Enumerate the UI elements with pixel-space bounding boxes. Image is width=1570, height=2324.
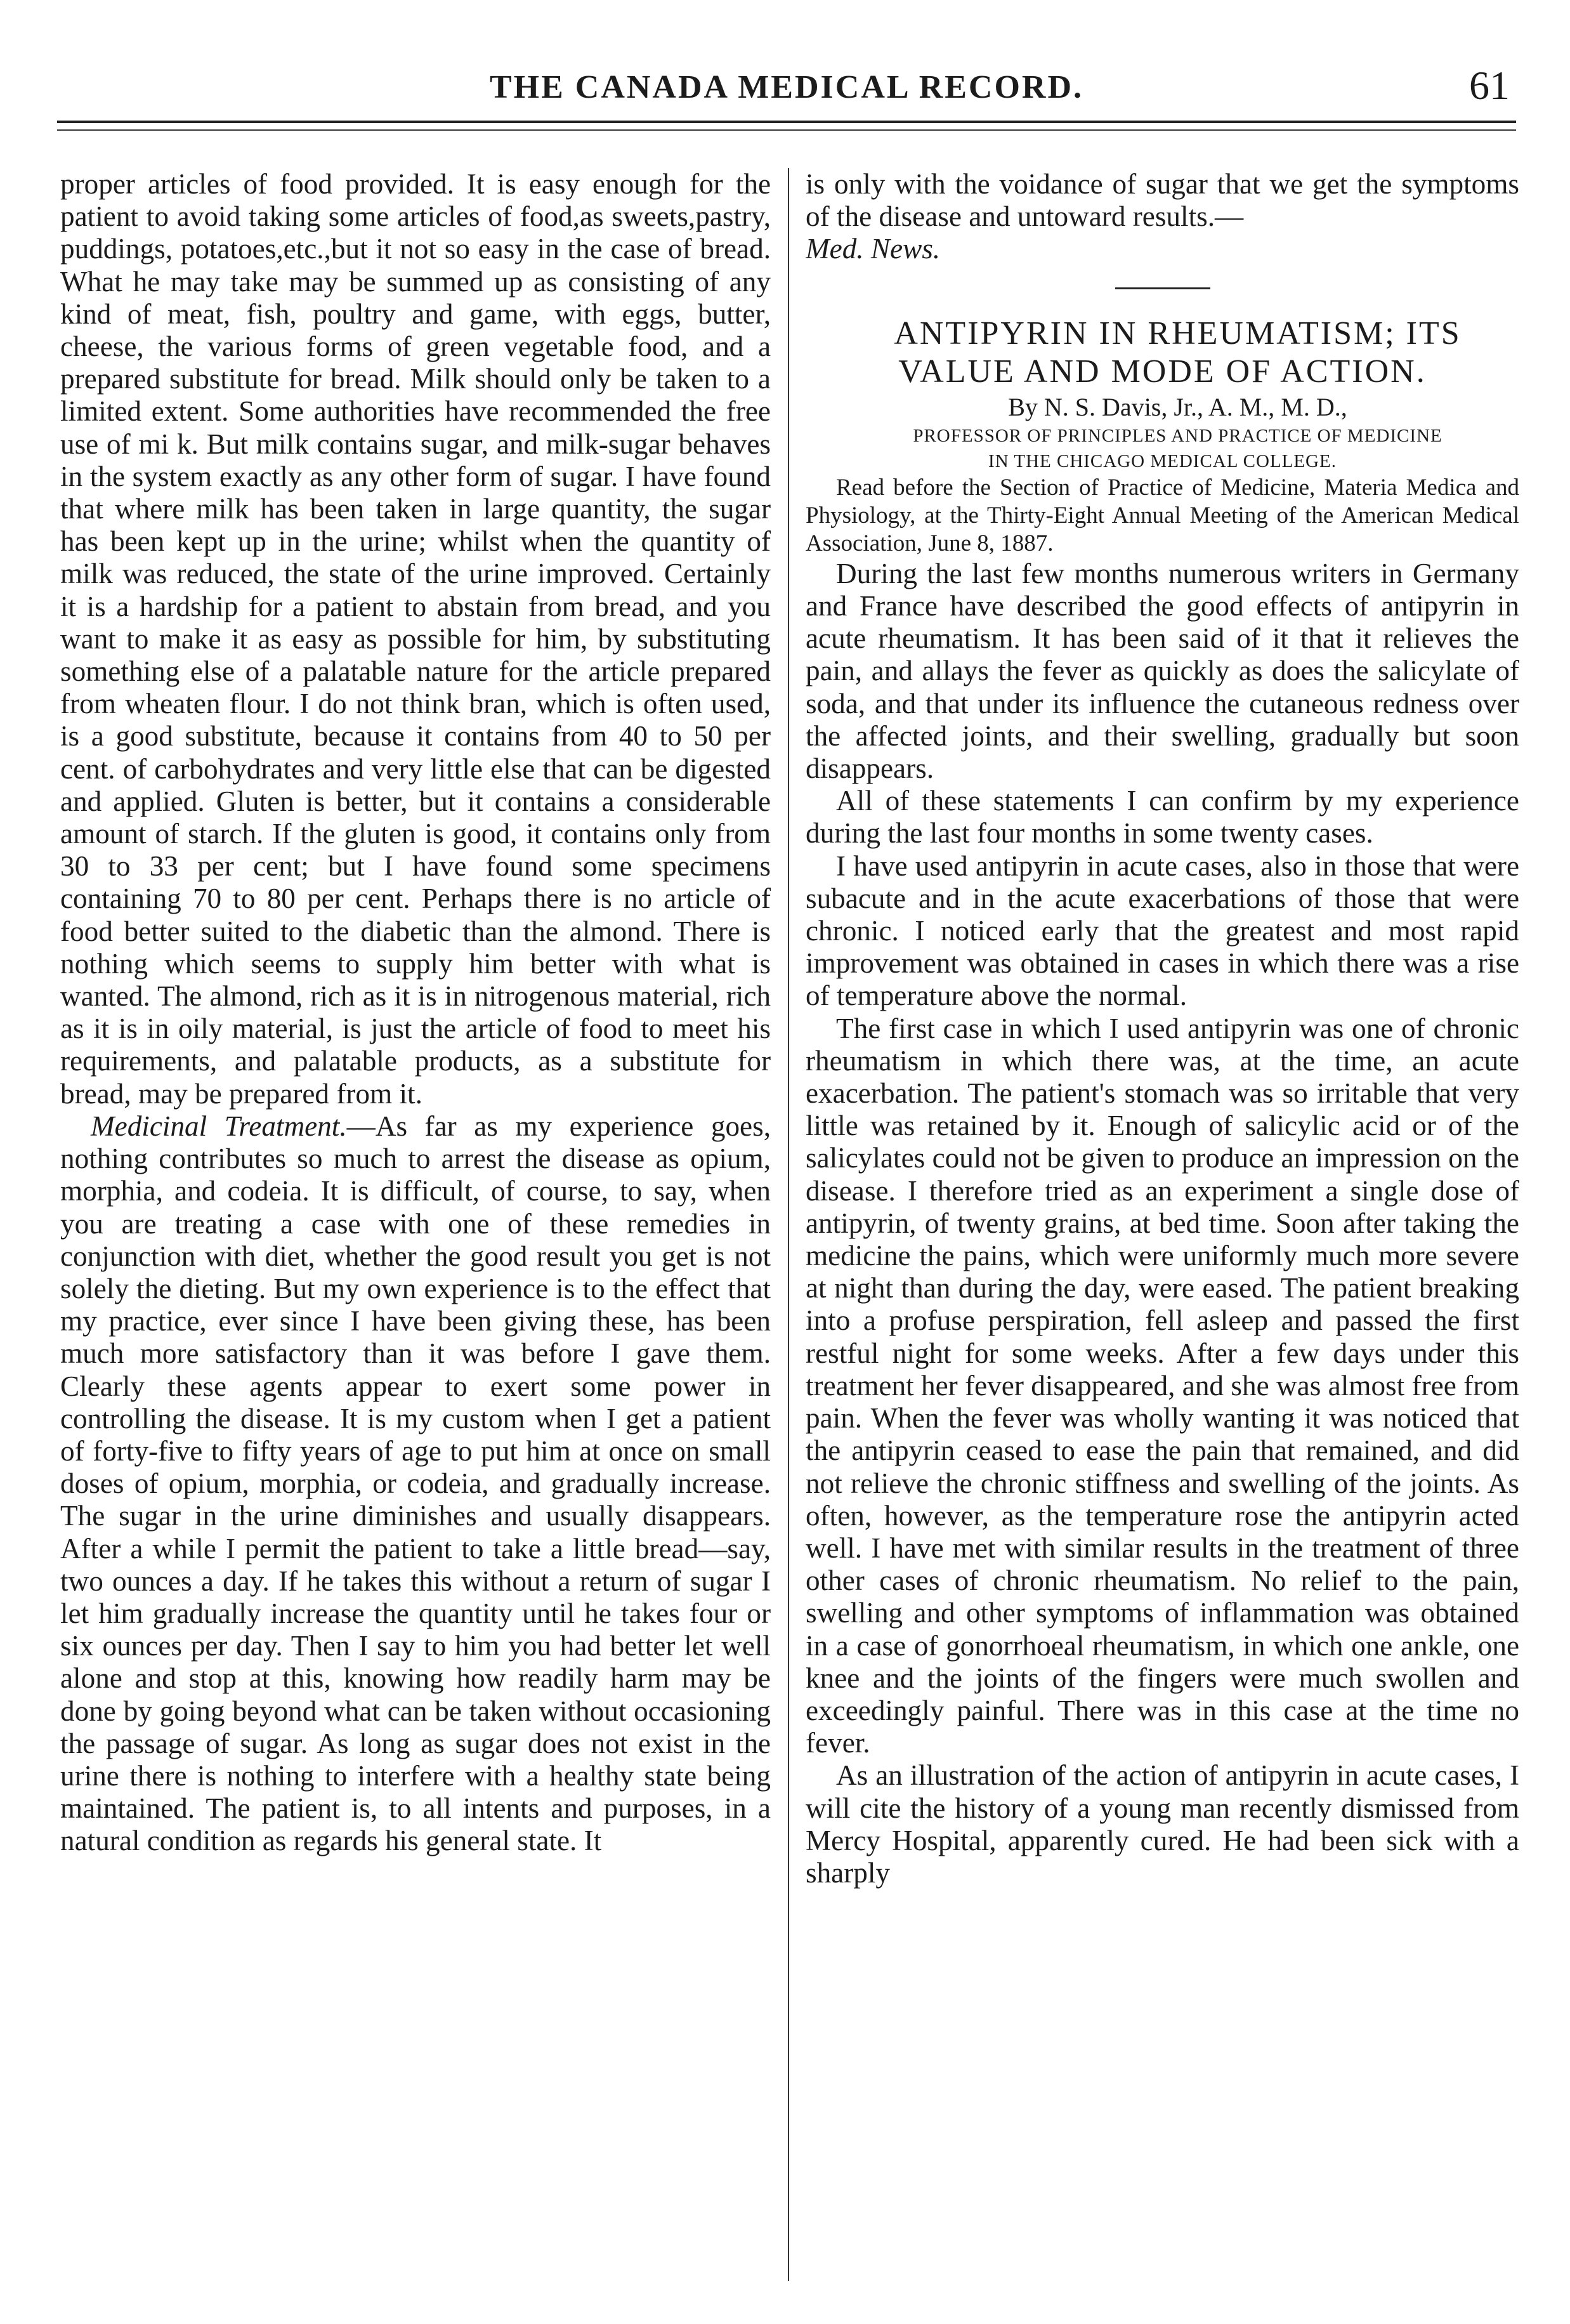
section-rule <box>1115 287 1210 289</box>
right-paragraph-3: I have used antipyrin in acute cases, also in those that were subacute and in the acute exacerbations of those that were chronic. I noticed early that the greatest and most rapid improvement was obtained in cases in which there was a rise of temperature above the normal. <box>806 850 1519 1012</box>
left-paragraph-medicinal <box>60 1110 771 1858</box>
running-title: THE CANADA MEDICAL RECORD. <box>489 69 1084 105</box>
affiliation-line2: IN THE CHICAGO MEDICAL COLLEGE. <box>988 450 1337 471</box>
right-paragraph-2: All of these statements I can confirm by my experience during the last four months in some twenty cases. <box>806 785 1519 850</box>
right-continuation <box>806 168 1519 266</box>
right-column <box>806 168 1519 2281</box>
right-paragraph-1: During the last few months numerous writers in Germany and France have described the good effects of antipyrin in acute rheumatism. It has been said of it that it relieves the pain, and allays the fever as quickly as does the salicylate of soda, and that under its influence the cutaneous redness over the affected joints, and their swelling, gradually but soon disappears. <box>806 557 1519 785</box>
medicinal-treatment-body: —As far as my experience goes, nothing contributes so much to arrest the disease as opium, morphia, and codeia. It is difficult, of course, to say, when you are treating a case with one of these remedies in conjunction with diet, whether the good result you get is not solely the dieting. But my own experience is to the effect that my practice, ever since I have been giving these, has been much more satisfactory than it was before I gave them. Clearly these agents appear to exert some power in controlling the disease. It is my custom when I get a patient of forty-five to fifty years of age to put him at once on small doses of opium, morphia, or codeia, and gradually increase. The sugar in the urine diminishes and usually disappears. After a while I permit the patient to take a little bread—say, two ounces a day. If he takes this without a return of sugar I let him gradually increase the quantity until he takes four or six ounces per day. Then I say to him you had better let well alone and stop at this, knowing how readily harm may be done by going beyond what can be taken without occasioning the passage of sugar. As long as sugar does not exist in the urine there is nothing to interfere with a healthy state being maintained. The patient is, to all intents and purposes, in a natural condition as regards his general state. It <box>60 1110 771 1857</box>
left-column <box>60 168 771 2281</box>
medicinal-treatment-heading: Medicinal Treatment. <box>91 1110 347 1142</box>
source-citation: Med. News. <box>806 233 941 265</box>
continuation-text: is only with the voidance of sugar that we get the symptoms of the disease and untoward results.— <box>806 168 1519 233</box>
header-rule-thick <box>57 121 1516 123</box>
affiliation-line1: PROFESSOR OF PRINCIPLES AND PRACTICE OF MEDICINE <box>913 425 1442 446</box>
column-divider <box>788 168 789 2281</box>
page-number: 61 <box>1469 63 1510 108</box>
left-paragraph-diet: proper articles of food provided. It is easy enough for the patient to avoid taking some articles of food,as sweets,pastry, puddings, potatoes,etc.,but it not so easy in the case of bread. What he may take may be summed up as consisting of any kind of meat, fish, poultry and game, with eggs, butter, cheese, the various forms of green vegetable food, and a prepared substitute for bread. Milk should only be taken to a limited extent. Some authorities have recommended the free use of mi k. But milk contains sugar, and milk-sugar behaves in the system exactly as any other form of sugar. I have found that where milk has been taken in large quantity, the sugar has been kept up in the urine; whilst when the quantity of milk was reduced, the state of the urine improved. Certainly it is a hardship for a patient to abstain from bread, and you want to make it as easy as possible for him, by substituting something else of a palatable nature for the article prepared from wheaten flour. I do not think bran, which is often used, is a good substitute, because it contains from 40 to 50 per cent. of carbohydrates and very little else that can be digested and applied. Gluten is better, but it contains a considerable amount of starch. If the gluten is good, it contains only from 30 to 33 per cent; but I have found some specimens containing 70 to 80 per cent. Perhaps there is no article of food better suited to the diabetic than the almond. There is nothing which seems to supply him better with what is wanted. The almond, rich as it is in nitrogenous material, rich as it is in oily material, is just the article of food to meet his requirements, and palatable products, as a substitute for bread, may be prepared from it. <box>60 168 771 1110</box>
article-title-line2: VALUE AND MODE OF ACTION. <box>898 353 1427 390</box>
header-rule-thin <box>57 129 1516 131</box>
author-byline: By N. S. Davis, Jr., A. M., M. D., <box>1008 392 1347 421</box>
read-note: Read before the Section of Practice of Medicine, Materia Medica and Physiology, at the Thirty-Eight Annual Meeting of the American Medical Association, June 8, 1887. <box>806 474 1519 556</box>
article-title-line1: ANTIPYRIN IN RHEUMATISM; ITS <box>894 315 1462 351</box>
author-affiliation <box>806 423 1519 474</box>
article-title <box>806 315 1519 391</box>
right-paragraph-4: The first case in which I used antipyrin was one of chronic rheumatism in which there was, at the time, an acute exacerbation. The patient's stomach was so irritable that very little was retained by it. Enough of salicylic acid or of the salicylates could not be given to produce an impression on the disease. I therefore tried as an experiment a single dose of antipyrin, of twenty grains, at bed time. Soon after taking the medicine the pains, which were uniformly much more severe at night than during the day, were eased. The patient breaking into a profuse perspiration, fell asleep and passed the first restful night for some weeks. After a few days under this treatment her fever disappeared, and she was almost free from pain. When the fever was wholly wanting it was noticed that the antipyrin ceased to ease the pain that remained, and did not relieve the chronic stiffness and swelling of the joints. As often, however, as the temperature rose the antipyrin acted well. I have met with similar results in the treatment of three other cases of chronic rheumatism. No relief to the pain, swelling and other symptoms of inflammation was obtained in a case of gonorrhoeal rheumatism, in which one ankle, one knee and the joints of the fingers were much swollen and exceedingly painful. There was in this case at the time no fever. <box>806 1012 1519 1759</box>
right-paragraph-5: As an illustration of the action of antipyrin in acute cases, I will cite the history of a young man recently dismissed from Mercy Hospital, apparently cured. He had been sick with a sharply <box>806 1759 1519 1889</box>
page-header <box>57 49 1516 119</box>
